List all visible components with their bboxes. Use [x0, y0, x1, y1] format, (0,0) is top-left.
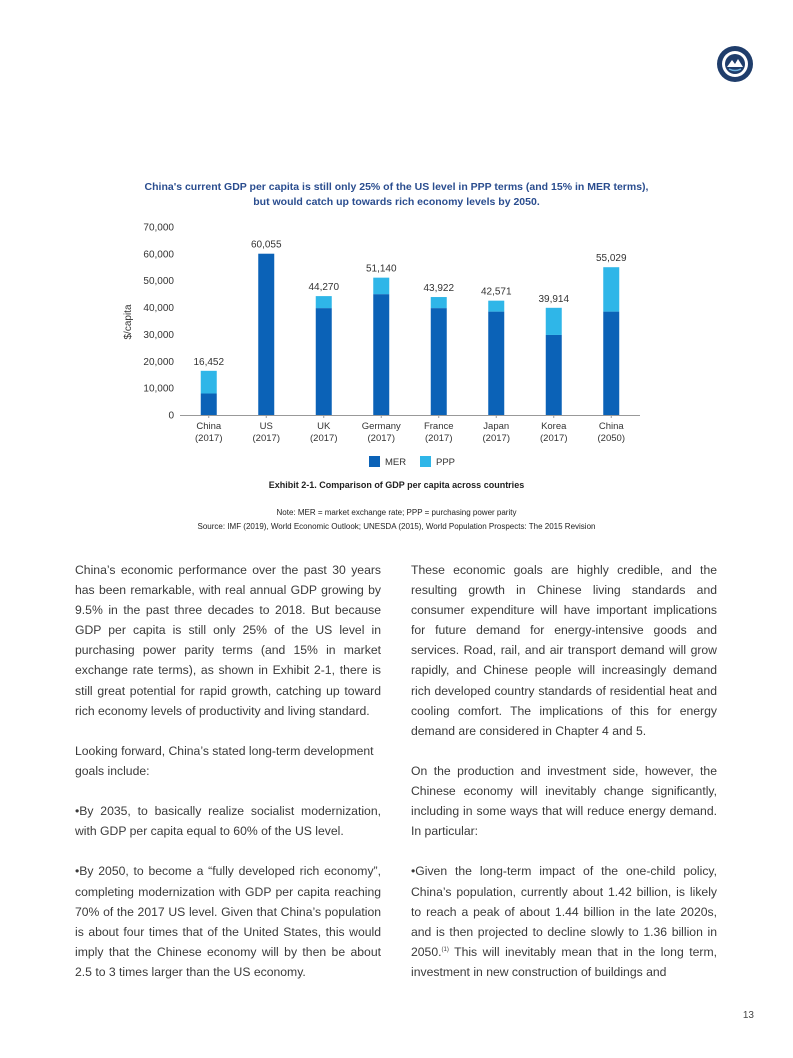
chart-title-line-1: China's current GDP per capita is still only 25% of the US level in PPP terms (and 15% in MER terms), — [144, 181, 649, 193]
x-tick-label: Germany — [361, 421, 401, 432]
x-tick-year: (2017) — [195, 433, 223, 444]
data-label: 60,055 — [250, 239, 282, 251]
bar-mer — [316, 308, 332, 415]
y-tick-label: 40,000 — [143, 303, 174, 315]
chart-source: Source: IMF (2019), World Economic Outlook; UNESDA (2015), World Population Prospects: The 2015 Revision — [197, 522, 596, 531]
y-tick-label: 10,000 — [143, 383, 174, 395]
data-label: 42,571 — [480, 286, 512, 298]
x-tick-year: (2017) — [540, 433, 568, 444]
y-tick-label: 50,000 — [143, 276, 174, 288]
x-tick-label: China — [598, 421, 624, 432]
y-tick-label: 0 — [168, 410, 174, 422]
data-label: 39,914 — [538, 293, 570, 305]
bar-ppp — [488, 301, 504, 312]
y-axis-label: $/capita — [123, 304, 134, 340]
bullet-item: •By 2035, to basically realize socialist modernization, with GDP per capita equal to 60% of the US level. — [75, 804, 381, 839]
x-tick-year: (2050) — [597, 433, 625, 444]
y-tick-label: 70,000 — [143, 222, 174, 234]
y-tick-label: 30,000 — [143, 329, 174, 341]
bar-mer — [373, 294, 389, 415]
bar-ppp — [373, 278, 389, 294]
left-column — [75, 560, 381, 1002]
chart-notes — [0, 506, 793, 534]
chart-note: Note: MER = market exchange rate; PPP = purchasing power parity — [276, 508, 517, 517]
bar-ppp — [201, 371, 217, 394]
bar-mer — [488, 312, 504, 415]
x-tick-label: Korea — [541, 421, 567, 432]
right-column — [411, 560, 717, 1002]
chart-title-line-2: but would catch up towards rich economy levels by 2050. — [253, 196, 540, 208]
bar-mer — [431, 308, 447, 415]
legend-label-ppp: PPP — [436, 457, 456, 468]
data-label: 43,922 — [423, 283, 455, 295]
x-tick-label: China — [196, 421, 222, 432]
bar-mer — [258, 254, 274, 415]
bar-mer — [546, 335, 562, 415]
page-number: 13 — [742, 1010, 754, 1021]
legend-swatch-ppp — [420, 456, 431, 467]
bullet-text-continued: This will inevitably mean that in the long term, investment in new construction of buildings and — [411, 944, 717, 979]
bar-mer — [603, 312, 619, 415]
footnote-ref[interactable]: (1) — [441, 946, 449, 953]
x-tick-label: US — [259, 421, 273, 432]
paragraph: On the production and investment side, however, the Chinese economy will inevitably change significantly, including in some ways that will reduce energy demand. In particular: — [411, 763, 717, 839]
data-label: 55,029 — [595, 253, 627, 265]
y-tick-label: 60,000 — [143, 249, 174, 261]
bar-mer — [201, 394, 217, 415]
y-tick-label: 20,000 — [143, 356, 174, 368]
x-tick-year: (2017) — [482, 433, 510, 444]
x-tick-year: (2017) — [425, 433, 453, 444]
x-tick-label: France — [423, 421, 454, 432]
bullet-item — [411, 861, 717, 982]
x-tick-year: (2017) — [367, 433, 395, 444]
exhibit-caption: Exhibit 2-1. Comparison of GDP per capita across countries — [268, 480, 525, 490]
paragraph: China’s economic performance over the past 30 years has been remarkable, with real annual GDP growing by 9.5% in the past three decades to 2018. But because GDP per capita is still only 25% of the US level in purchasing power parity terms (and 15% in market exchange rate terms), as shown in Exhibit 2-1, there is still great potential for rapid growth, catching up toward rich economy levels of productivity and living standard. — [75, 563, 381, 718]
bar-ppp — [546, 308, 562, 335]
paragraph: Looking forward, China’s stated long-term development goals include: — [75, 743, 374, 778]
paragraph: These economic goals are highly credible, and the resulting growth in Chinese living standards and consumer expenditure will have important implications for future demand for energy-intensive goods and services. Road, rail, and air transport demand will grow rapidly, and Chinese people will increasingly demand rich developed country standards of residential heat and cooling comfort. The implications of this for energy demand are considered in Chapter 4 and 5. — [411, 563, 717, 738]
bar-ppp — [316, 296, 332, 308]
legend-swatch-mer — [369, 456, 380, 467]
x-tick-year: (2017) — [310, 433, 338, 444]
x-tick-year: (2017) — [252, 433, 280, 444]
bar-ppp — [603, 267, 619, 311]
data-label: 44,270 — [308, 282, 340, 294]
legend-label-mer: MER — [385, 457, 407, 468]
bullet-item: •By 2050, to become a “fully developed rich economy”, completing modernization with GDP per capita reaching 70% of the 2017 US level. Given that China’s population is about four times that of the United States, this would imply that the Chinese economy will by then be about 2.5 to 3 times larger than the US economy. — [75, 864, 381, 979]
data-label: 16,452 — [193, 356, 225, 368]
bar-ppp — [431, 297, 447, 308]
x-tick-label: UK — [317, 421, 331, 432]
data-label: 51,140 — [365, 263, 397, 275]
bullet-text: •Given the long-term impact of the one-child policy, China’s population, currently about 1.42 billion, is likely to reach a peak of about 1.44 billion in the late 2020s, and is then projected to decline slowly to 1.36 billion in 2050. — [411, 864, 717, 959]
x-tick-label: Japan — [483, 421, 510, 432]
